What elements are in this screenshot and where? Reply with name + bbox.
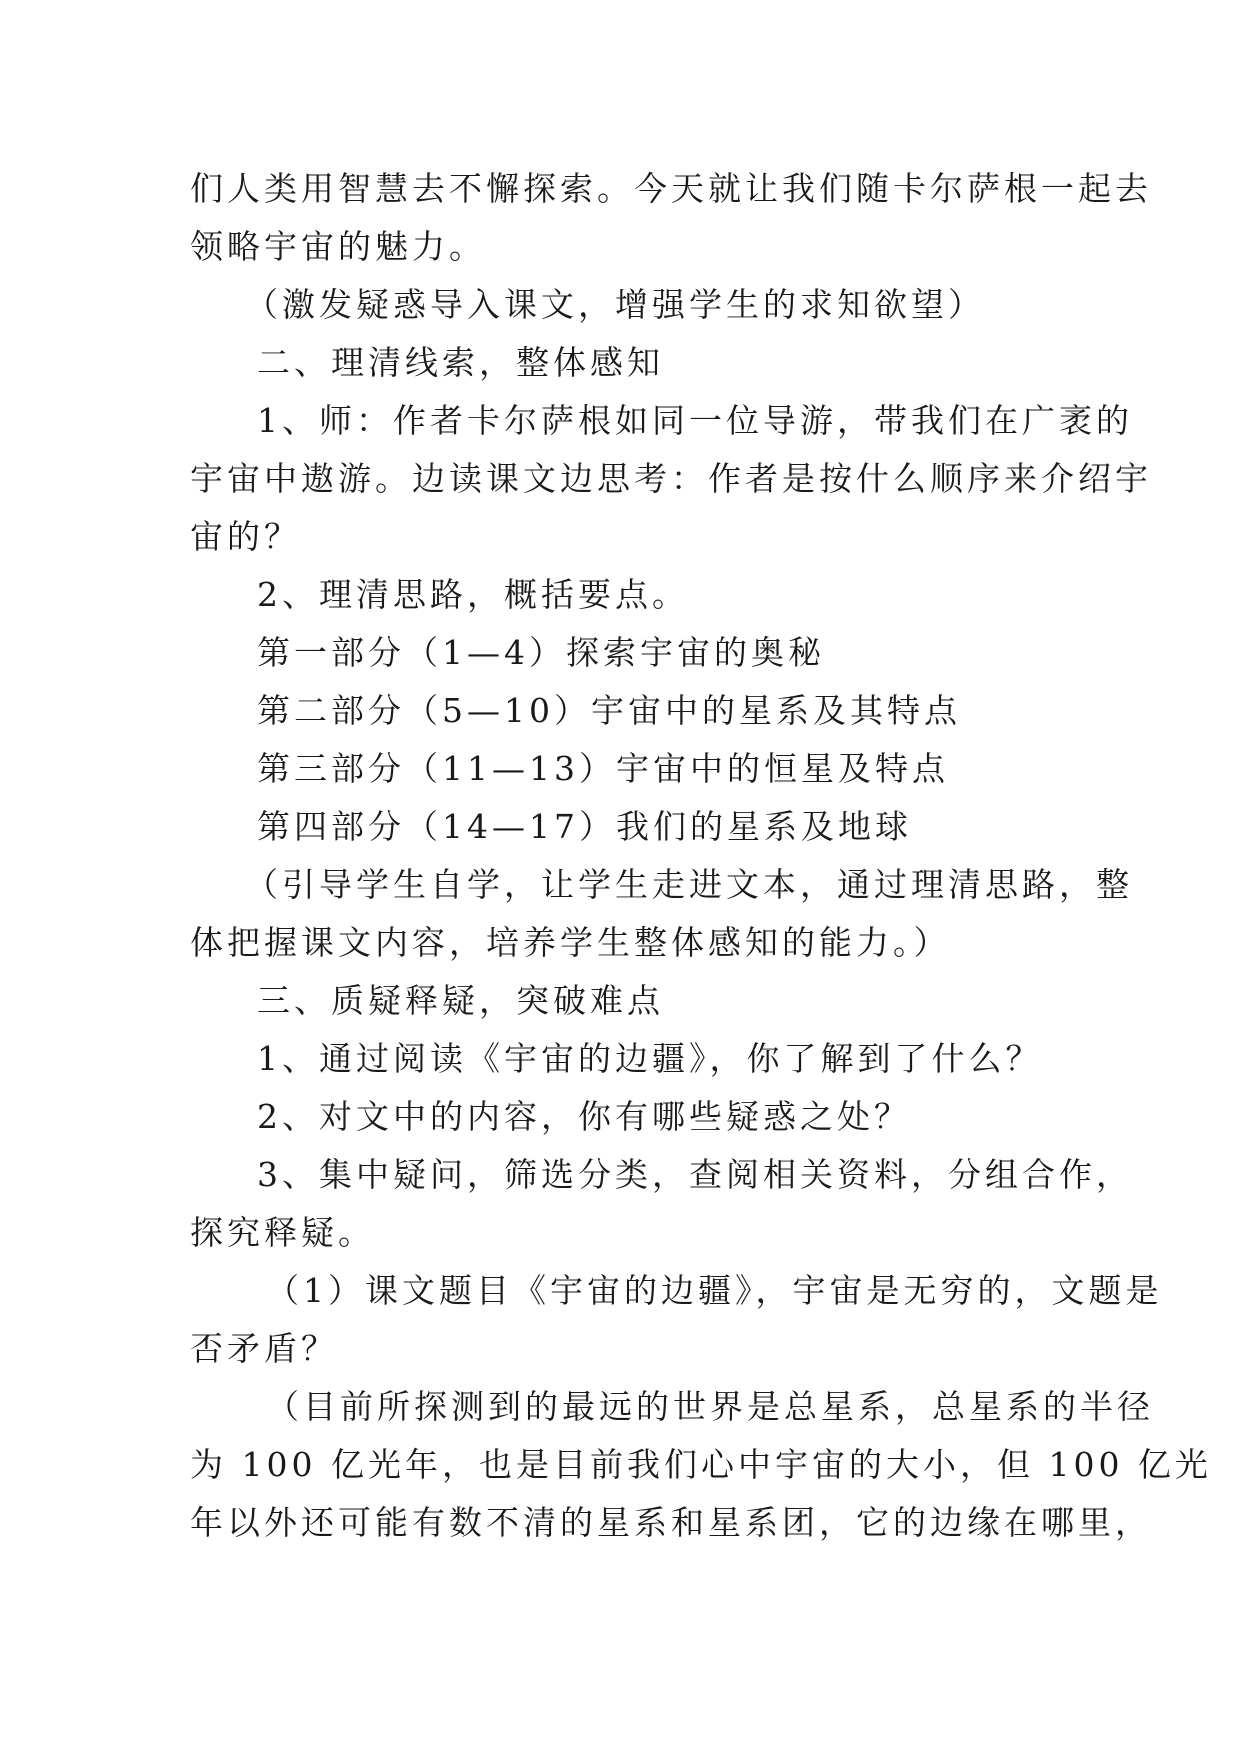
text-line: 1、通过阅读《宇宙的边疆》，你了解到了什么？ <box>257 1039 1043 1078</box>
text-line: 领略宇宙的魅力。 <box>190 227 486 266</box>
text-line: 探究释疑。 <box>190 1213 375 1252</box>
text-line: 2、对文中的内容，你有哪些疑惑之处？ <box>257 1097 911 1136</box>
outline-item: 第四部分（14—17）我们的星系及地球 <box>257 807 912 846</box>
text-line: 2、理清思路，概括要点。 <box>257 575 689 614</box>
text-line: 宙的？ <box>190 517 301 556</box>
text-line: 们人类用智慧去不懈探索。今天就让我们随卡尔萨根一起去 <box>190 169 1152 208</box>
text-line: 1、师：作者卡尔萨根如同一位导游，带我们在广袤的 <box>257 401 1133 440</box>
section-heading: 三、质疑释疑，突破难点 <box>257 981 664 1020</box>
text-line: 体把握课文内容，培养学生整体感知的能力。） <box>190 923 951 962</box>
text-line: 年以外还可能有数不清的星系和星系团，它的边缘在哪里， <box>190 1503 1152 1542</box>
body-text <box>190 160 1212 1552</box>
text-line: （引导学生自学，让学生走进文本，通过理清思路，整 <box>245 865 1133 904</box>
text-line: （目前所探测到的最远的世界是总星系，总星系的半径 <box>266 1387 1154 1426</box>
outline-item: 第二部分（5—10）宇宙中的星系及其特点 <box>257 691 961 730</box>
text-line: 3、集中疑问，筛选分类，查阅相关资料，分组合作， <box>257 1155 1133 1194</box>
text-line: 为 100 亿光年，也是目前我们心中宇宙的大小，但 100 亿光 <box>190 1445 1212 1484</box>
text-line: （激发疑惑导入课文，增强学生的求知欲望） <box>245 285 985 324</box>
section-heading: 二、理清线索，整体感知 <box>257 343 664 382</box>
text-line: 宇宙中遨游。边读课文边思考：作者是按什么顺序来介绍宇 <box>190 459 1152 498</box>
outline-item: 第一部分（1—4）探索宇宙的奥秘 <box>257 633 825 672</box>
text-line: 否矛盾？ <box>190 1329 338 1368</box>
text-line: （1）课文题目《宇宙的边疆》，宇宙是无穷的，文题是 <box>266 1271 1163 1310</box>
outline-item: 第三部分（11—13）宇宙中的恒星及特点 <box>257 749 949 788</box>
